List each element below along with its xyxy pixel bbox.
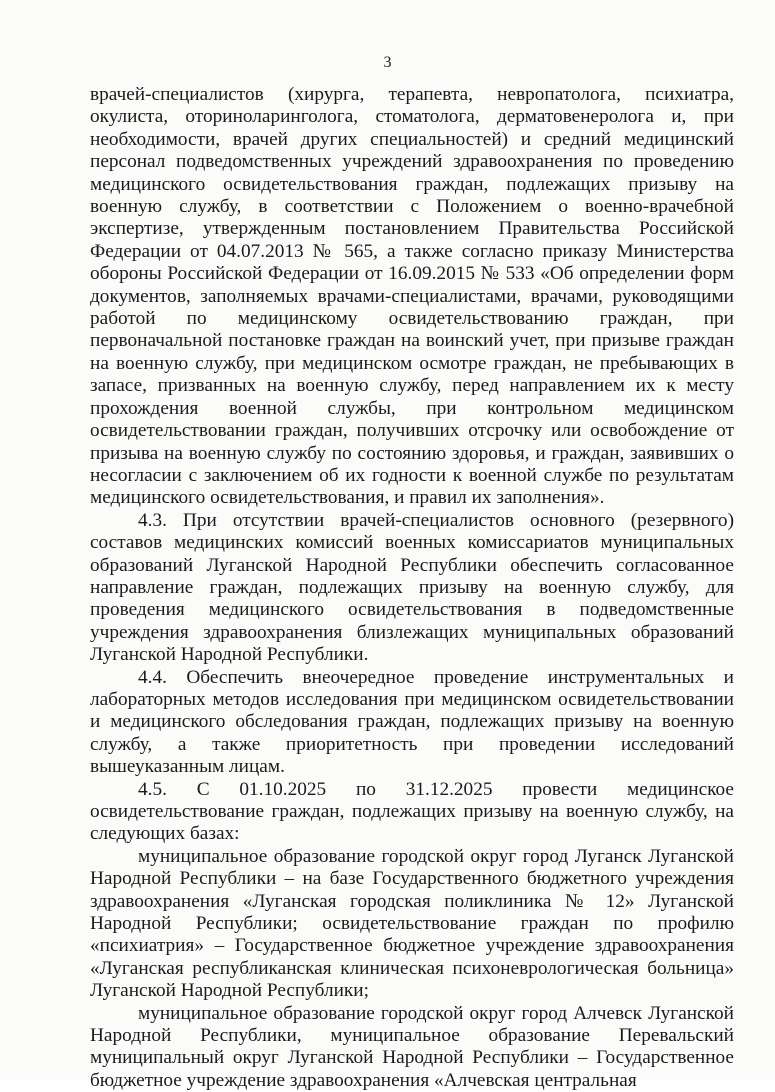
paragraph-medical-specialists: врачей-специалистов (хирурга, терапевта, невропатолога, психиатра, окулиста, оториноларинголога, стоматолога, дерматовенеролога и, при необходимости, врачей других специальностей) и средний медицинский персонал подведомственных учреждений здравоохранения по проведению медицинского освидетельствования граждан, подлежащих призыву на военную службу, в соответствии с Положением о военно-врачебной экспертизе, утвержденным постановлением Правительства Российской Федерации от 04.07.2013 № 565, а также согласно приказу Министерства обороны Российской Федерации от 16.09.2015 № 533 «Об определении форм документов, заполняемых врачами-специалистами, врачами, руководящими работой по медицинскому освидетельствованию граждан, при первоначальной постановке граждан на воинский учет, при призыве граждан на военную службу, при медицинском осмотре граждан, не пребывающих в запасе, призванных на военную службу, перед направлением их к месту прохождения военной службы, при контрольном медицинском освидетельствовании граждан, получивших отсрочку или освобождение от призыва на военную службу по состоянию здоровья, и граждан, заявивших о несогласии с заключением об их годности к военной службе по результатам медицинского освидетельствования, и правил их заполнения». xyxy=(90,84,734,509)
paragraph-4-5: 4.5. С 01.10.2025 по 31.12.2025 провести медицинское освидетельствование граждан, подлежащих призыву на военную службу, на следующих базах: xyxy=(90,778,734,845)
document-body xyxy=(90,84,734,1092)
paragraph-alchevsk-base: муниципальное образование городской округ город Алчевск Луганской Народной Республики, муниципальное образование Перевальский муниципальный округ Луганской Народной Республики – Государственное бюджетное учреждение здравоохранения «Алчевская центральная xyxy=(90,1002,734,1091)
paragraph-lugansk-base: муниципальное образование городской округ город Луганск Луганской Народной Республики – на базе Государственного бюджетного учреждения здравоохранения «Луганская городская поликлиника № 12» Луганской Народной Республики; освидетельствование граждан по профилю «психиатрия» – Государственное бюджетное учреждение здравоохранения «Луганская республиканская клиническая психоневрологическая больница» Луганской Народной Республики; xyxy=(90,845,734,1002)
paragraph-4-4: 4.4. Обеспечить внеочередное проведение инструментальных и лабораторных методов исследования при медицинском освидетельствовании и медицинского обследования граждан, подлежащих призыву на военную службу, а также приоритетность при проведении исследований вышеуказанным лицам. xyxy=(90,666,734,778)
paragraph-4-3: 4.3. При отсутствии врачей-специалистов основного (резервного) составов медицинских комиссий военных комиссариатов муниципальных образований Луганской Народной Республики обеспечить согласованное направление граждан, подлежащих призыву на военную службу, для проведения медицинского освидетельствования в подведомственные учреждения здравоохранения близлежащих муниципальных образований Луганской Народной Республики. xyxy=(90,509,734,666)
page-number: 3 xyxy=(383,54,392,71)
